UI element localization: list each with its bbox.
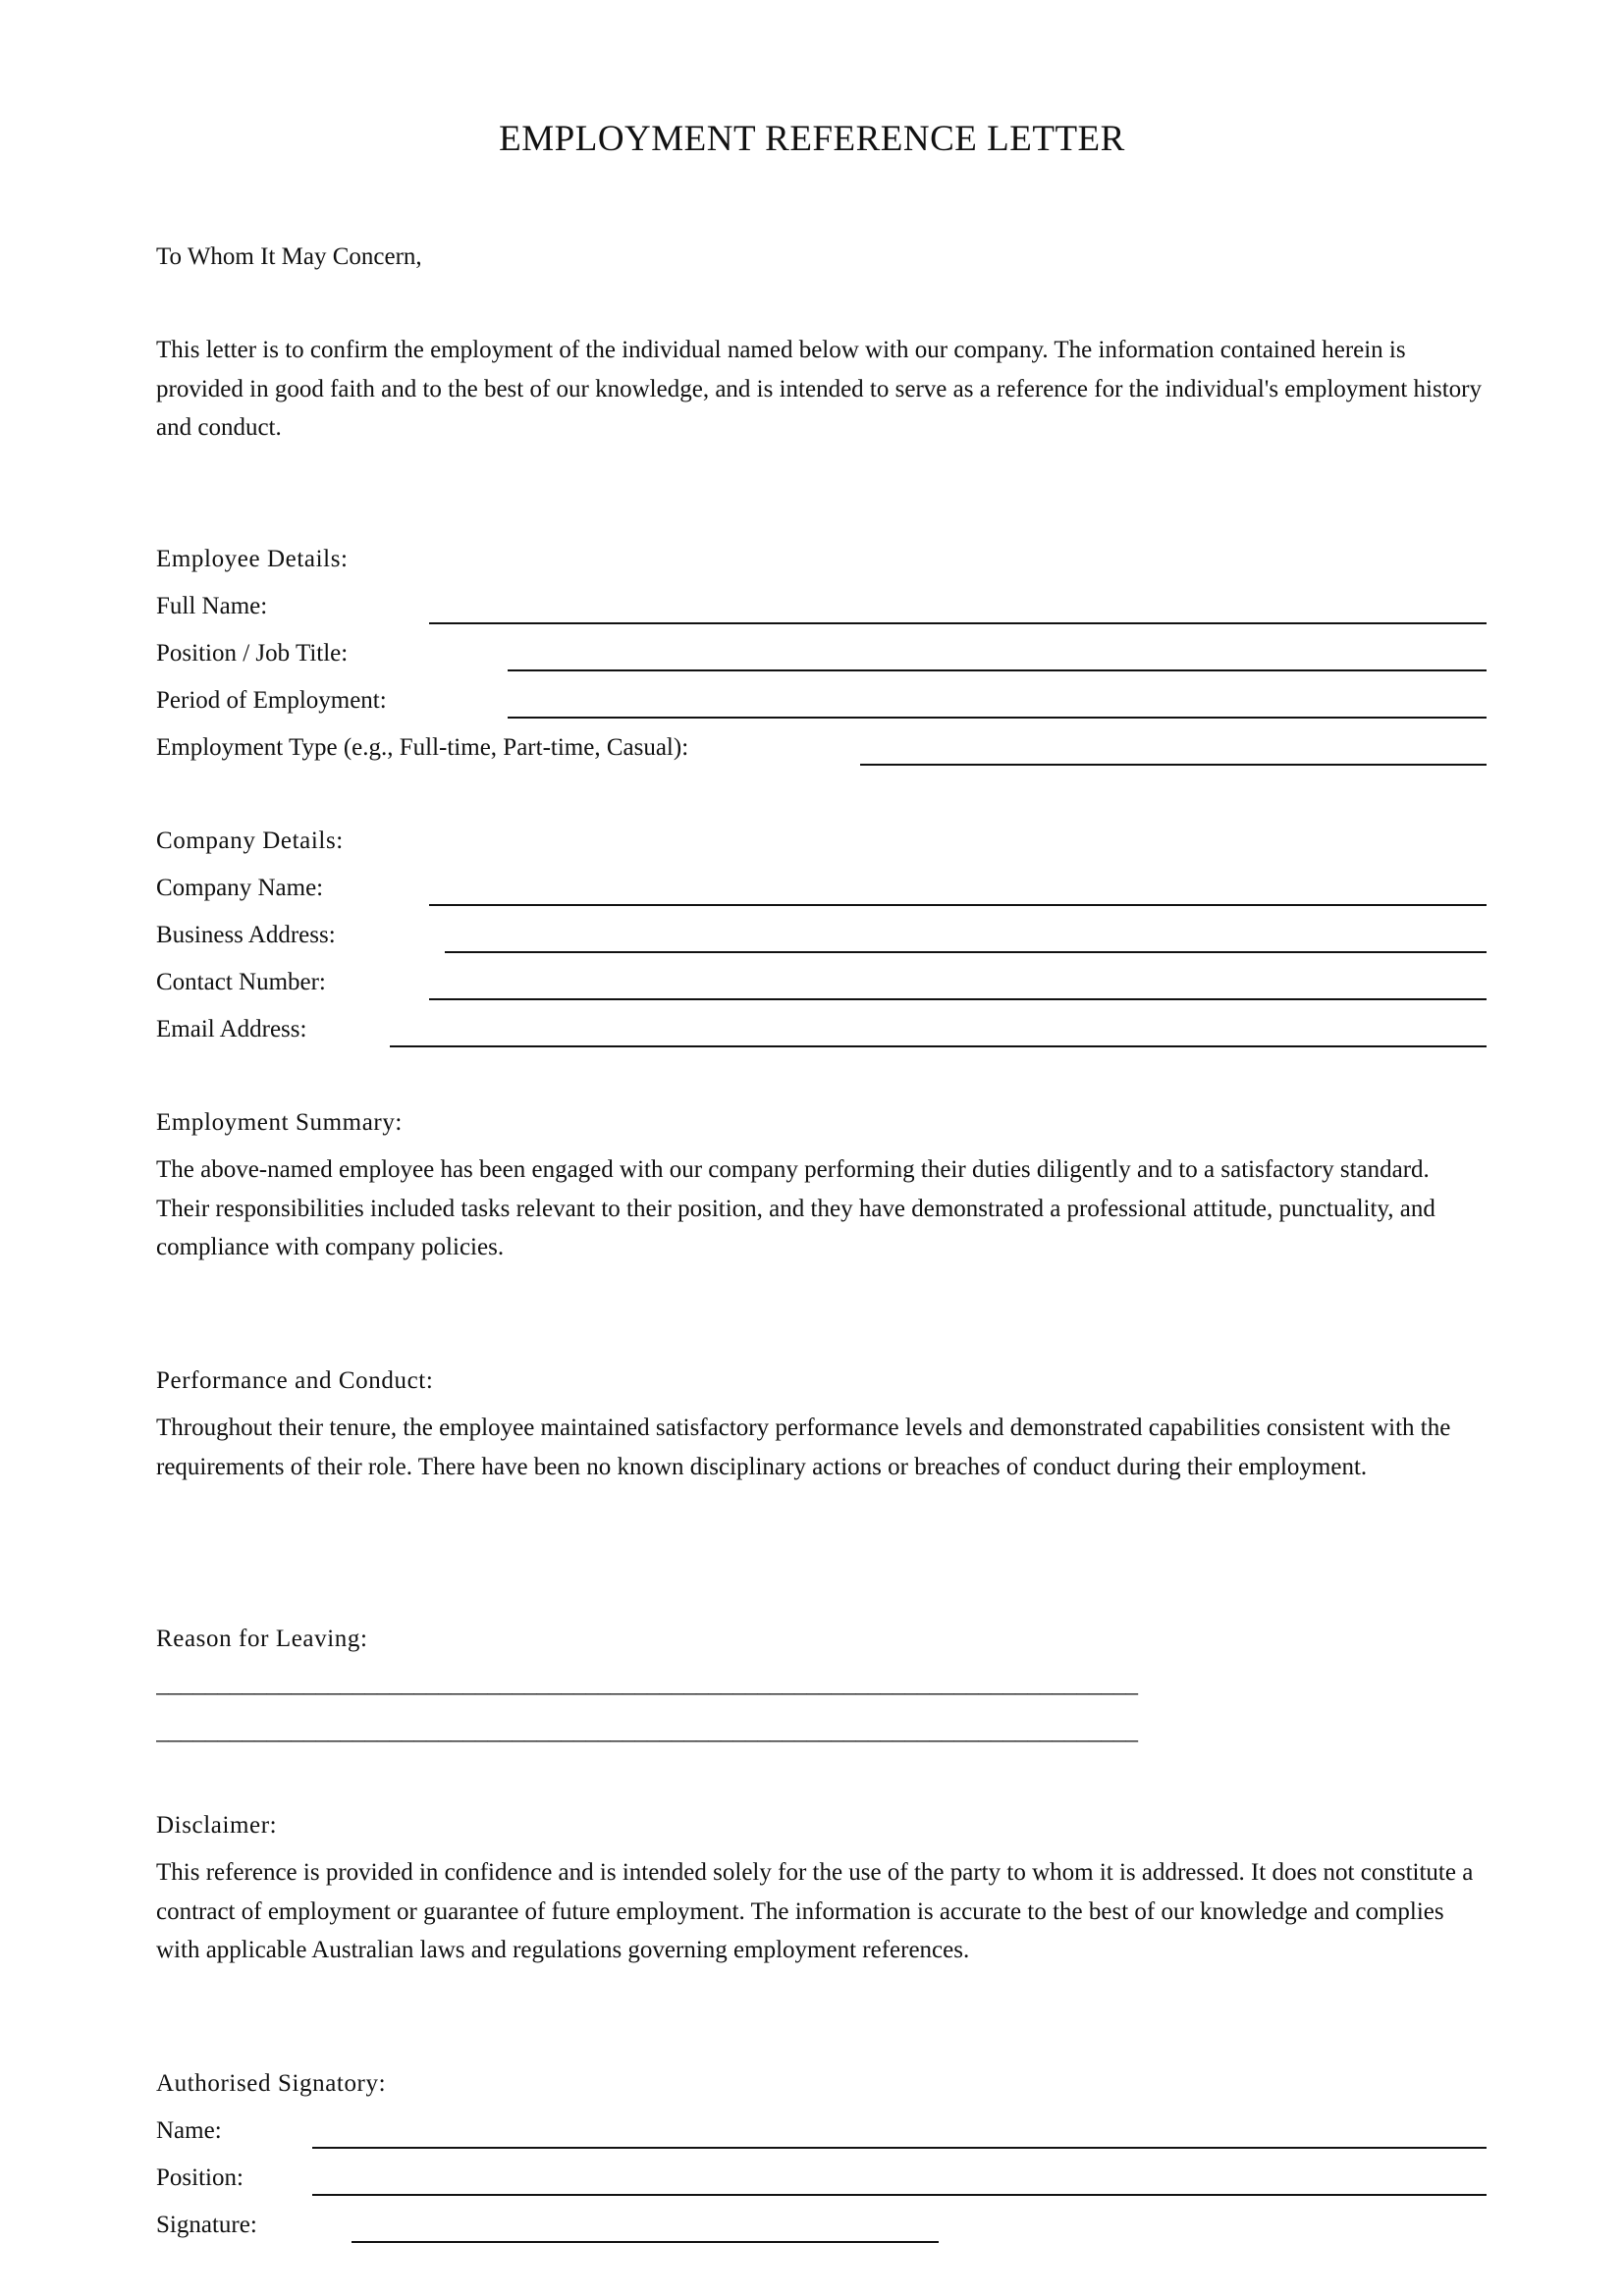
business-address-field[interactable] bbox=[445, 951, 1487, 953]
performance-heading: Performance and Conduct: bbox=[156, 1367, 434, 1394]
disclaimer-body: This reference is provided in confidence and is intended solely for the use of the party to whom it is addressed. It does not constitute a contract of employment or guarantee of future employment. The information is accurate to the best of our knowledge and complies with applicable Australian laws and regulations governing employment references. bbox=[156, 1859, 1474, 1963]
company-name-label: Company Name: bbox=[156, 875, 324, 901]
contact-number-label: Contact Number: bbox=[156, 969, 326, 995]
signatory-heading: Authorised Signatory: bbox=[156, 2070, 387, 2097]
full-name-label: Full Name: bbox=[156, 593, 268, 619]
signatory-name-field[interactable] bbox=[312, 2147, 1487, 2149]
period-label: Period of Employment: bbox=[156, 687, 387, 714]
full-name-field[interactable] bbox=[429, 622, 1487, 624]
signatory-position-field[interactable] bbox=[312, 2194, 1487, 2196]
employment-summary-body: The above-named employee has been engaged with our company performing their duties diligently and to a satisfactory standard. Their responsibilities included tasks relevant to their position, and they have demonstrated a professional attitude, punctuality, and compliance with company policies. bbox=[156, 1156, 1435, 1260]
employee-details-heading: Employee Details: bbox=[156, 546, 349, 572]
document-title: EMPLOYMENT REFERENCE LETTER bbox=[499, 119, 1125, 159]
contact-number-field[interactable] bbox=[429, 998, 1487, 1000]
position-label: Position / Job Title: bbox=[156, 640, 349, 667]
signature-field[interactable] bbox=[352, 2241, 939, 2243]
signatory-name-label: Name: bbox=[156, 2117, 222, 2144]
employment-type-field[interactable] bbox=[860, 764, 1487, 766]
reason-line-1[interactable]: ________________________________________________________________________________ bbox=[156, 1671, 1138, 1697]
business-address-label: Business Address: bbox=[156, 922, 336, 948]
signatory-position-label: Position: bbox=[156, 2164, 244, 2191]
performance-body: Throughout their tenure, the employee maintained satisfactory performance levels and demonstrated capabilities consistent with the requirements of their role. There have been no known disciplinary actions or breaches of conduct during their employment. bbox=[156, 1415, 1451, 1480]
salutation: To Whom It May Concern, bbox=[156, 243, 422, 270]
employment-summary-heading: Employment Summary: bbox=[156, 1109, 403, 1136]
reason-for-leaving-heading: Reason for Leaving: bbox=[156, 1626, 368, 1652]
email-field[interactable] bbox=[390, 1045, 1487, 1047]
signature-label: Signature: bbox=[156, 2212, 257, 2238]
position-field[interactable] bbox=[508, 669, 1487, 671]
disclaimer-heading: Disclaimer: bbox=[156, 1812, 278, 1839]
period-field[interactable] bbox=[508, 717, 1487, 719]
employment-type-label: Employment Type (e.g., Full-time, Part-time, Casual): bbox=[156, 734, 689, 761]
company-details-heading: Company Details: bbox=[156, 828, 344, 854]
company-name-field[interactable] bbox=[429, 904, 1487, 906]
email-label: Email Address: bbox=[156, 1016, 307, 1042]
reason-line-2[interactable]: ________________________________________________________________________________ bbox=[156, 1718, 1138, 1744]
intro-paragraph: This letter is to confirm the employment of the individual named below with our company. The information contained herein is provided in good faith and to the best of our knowledge, and is intended to serve as a reference for the individual's employment history and conduct. bbox=[156, 337, 1482, 441]
